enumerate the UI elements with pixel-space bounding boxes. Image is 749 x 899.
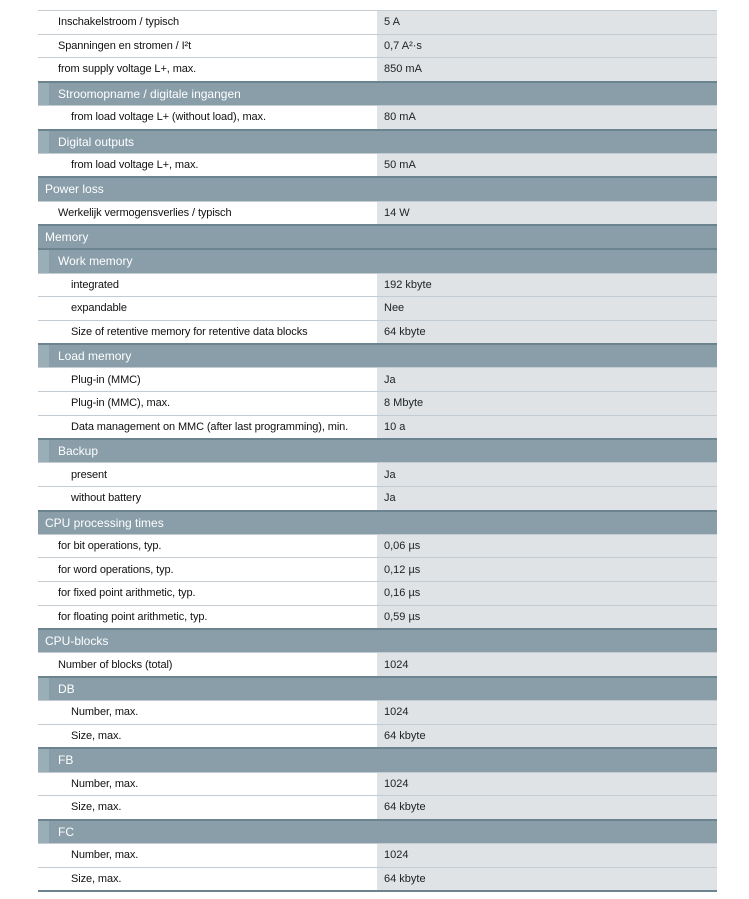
section-title: Power loss [45, 182, 104, 197]
spec-value: 1024 [377, 701, 717, 724]
spec-label: Size of retentive memory for retentive data blocks [71, 325, 308, 338]
indent-band [38, 678, 49, 700]
spec-value: 10 a [377, 416, 717, 439]
spec-label: present [71, 468, 107, 481]
subsection-header [38, 343, 717, 367]
spec-label: Werkelijk vermogensverlies / typisch [58, 206, 232, 219]
spec-value: 64 kbyte [377, 725, 717, 748]
section-title: CPU-blocks [45, 634, 109, 649]
spec-label: Inschakelstroom / typisch [58, 16, 179, 29]
indent-band [38, 345, 49, 367]
spec-row [38, 105, 717, 129]
subsection-header [38, 438, 717, 462]
spec-row [38, 486, 717, 510]
spec-value: 8 Mbyte [377, 392, 717, 415]
spec-row [38, 296, 717, 320]
section-header [38, 628, 717, 652]
spec-label: Data management on MMC (after last programming), min. [71, 420, 349, 433]
indent-band [38, 440, 49, 462]
spec-label: Size, max. [71, 801, 122, 814]
section-header [38, 176, 717, 200]
spec-row [38, 700, 717, 724]
spec-label: Spanningen en stromen / I²t [58, 39, 192, 52]
subsection-header [38, 747, 717, 771]
spec-label: Number of blocks (total) [58, 658, 173, 671]
spec-label: expandable [71, 302, 127, 315]
spec-value: Nee [377, 297, 717, 320]
section-title: Backup [58, 444, 99, 459]
indent-band [38, 83, 49, 105]
subsection-header [38, 248, 717, 272]
section-title: FC [58, 824, 74, 839]
spec-label: Size, max. [71, 730, 122, 743]
section-title: FB [58, 753, 74, 768]
indent-band [38, 131, 49, 153]
spec-row [38, 772, 717, 796]
spec-value: Ja [377, 463, 717, 486]
spec-value: Ja [377, 368, 717, 391]
spec-value: Ja [377, 487, 717, 510]
section-title: Digital outputs [58, 134, 135, 149]
spec-value: 50 mA [377, 154, 717, 177]
spec-value: 0,7 A²·s [377, 35, 717, 58]
spec-label: Number, max. [71, 849, 139, 862]
spec-value: 64 kbyte [377, 321, 717, 344]
subsection-header [38, 129, 717, 153]
section-title: CPU processing times [45, 515, 164, 530]
spec-value: 5 A [377, 11, 717, 34]
subsection-header [38, 81, 717, 105]
spec-row [38, 320, 717, 344]
subsection-header [38, 676, 717, 700]
spec-row [38, 34, 717, 58]
spec-value: 192 kbyte [377, 274, 717, 297]
spec-label: integrated [71, 278, 119, 291]
spec-row [38, 57, 717, 81]
indent-band [38, 749, 49, 771]
spec-value: 64 kbyte [377, 796, 717, 819]
spec-row [38, 391, 717, 415]
spec-row [38, 581, 717, 605]
spec-value: 1024 [377, 773, 717, 796]
spec-label: Size, max. [71, 872, 122, 885]
spec-value: 0,59 µs [377, 606, 717, 629]
section-title: Load memory [58, 349, 132, 364]
spec-label: Number, max. [71, 706, 139, 719]
table-bottom-rule [38, 890, 717, 892]
spec-row [38, 10, 717, 34]
spec-row [38, 867, 717, 891]
spec-row [38, 153, 717, 177]
spec-label: for bit operations, typ. [58, 540, 162, 553]
indent-band [38, 821, 49, 843]
spec-table [38, 10, 717, 892]
spec-row [38, 367, 717, 391]
spec-value: 1024 [377, 653, 717, 676]
spec-row [38, 652, 717, 676]
section-header [38, 224, 717, 248]
spec-label: Number, max. [71, 777, 139, 790]
spec-row [38, 534, 717, 558]
section-title: DB [58, 682, 75, 697]
indent-band [38, 250, 49, 272]
spec-value: 0,06 µs [377, 535, 717, 558]
spec-label: for word operations, typ. [58, 563, 174, 576]
section-header [38, 510, 717, 534]
spec-value: 64 kbyte [377, 868, 717, 891]
spec-value: 850 mA [377, 58, 717, 81]
spec-label: without battery [71, 492, 142, 505]
spec-value: 1024 [377, 844, 717, 867]
section-title: Memory [45, 230, 89, 245]
spec-row [38, 724, 717, 748]
section-title: Work memory [58, 254, 133, 269]
spec-label: Plug-in (MMC) [71, 373, 141, 386]
spec-label: from load voltage L+ (without load), max. [71, 111, 266, 124]
spec-row [38, 462, 717, 486]
spec-label: from supply voltage L+, max. [58, 63, 197, 76]
spec-value: 0,16 µs [377, 582, 717, 605]
spec-row [38, 605, 717, 629]
spec-label: from load voltage L+, max. [71, 159, 199, 172]
spec-value: 80 mA [377, 106, 717, 129]
spec-row [38, 795, 717, 819]
spec-value: 0,12 µs [377, 558, 717, 581]
section-title: Stroomopname / digitale ingangen [58, 86, 241, 101]
subsection-header [38, 819, 717, 843]
spec-row [38, 843, 717, 867]
spec-row [38, 557, 717, 581]
spec-row [38, 415, 717, 439]
spec-label: for fixed point arithmetic, typ. [58, 587, 196, 600]
spec-row [38, 201, 717, 225]
spec-row [38, 273, 717, 297]
spec-value: 14 W [377, 202, 717, 225]
spec-label: for floating point arithmetic, typ. [58, 610, 208, 623]
spec-label: Plug-in (MMC), max. [71, 397, 170, 410]
